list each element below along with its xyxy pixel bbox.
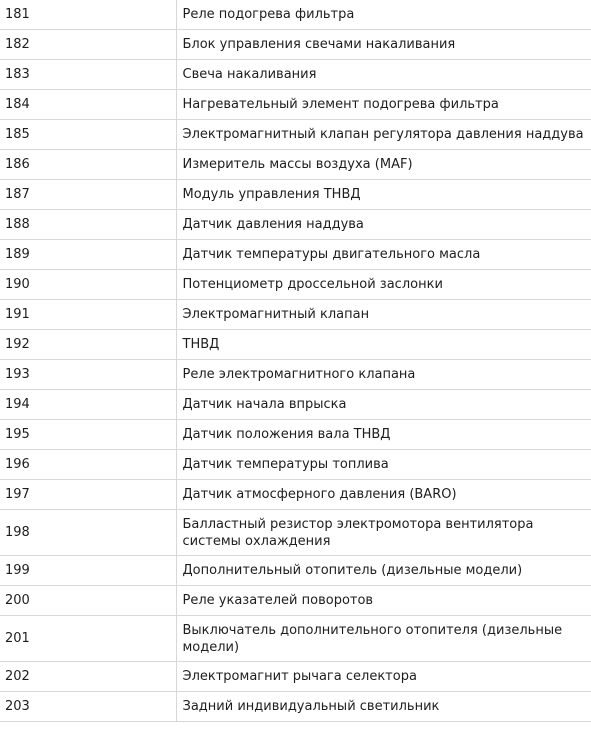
item-description: ТНВД: [176, 330, 591, 360]
item-number: 200: [0, 586, 176, 616]
item-description: Электромагнит рычага селектора: [176, 662, 591, 692]
item-description: Свеча накаливания: [176, 60, 591, 90]
table-row: [0, 556, 591, 586]
item-description: Реле электромагнитного клапана: [176, 360, 591, 390]
table-row: [0, 510, 591, 556]
item-description: Датчик температуры топлива: [176, 450, 591, 480]
item-number: 201: [0, 616, 176, 662]
item-description: Измеритель массы воздуха (MAF): [176, 150, 591, 180]
table-row: [0, 270, 591, 300]
table-row: [0, 692, 591, 722]
table-row: [0, 240, 591, 270]
item-number: 199: [0, 556, 176, 586]
table-row: [0, 390, 591, 420]
item-number: 196: [0, 450, 176, 480]
table-row: [0, 0, 591, 30]
item-description: Модуль управления ТНВД: [176, 180, 591, 210]
item-description: Балластный резистор электромотора вентилятора системы охлаждения: [176, 510, 591, 556]
item-description: Выключатель дополнительного отопителя (дизельные модели): [176, 616, 591, 662]
item-number: 198: [0, 510, 176, 556]
item-number: 186: [0, 150, 176, 180]
item-description: Нагревательный элемент подогрева фильтра: [176, 90, 591, 120]
item-description: Блок управления свечами накаливания: [176, 30, 591, 60]
table-row: [0, 60, 591, 90]
item-description: Реле указателей поворотов: [176, 586, 591, 616]
item-number: 185: [0, 120, 176, 150]
table-row: [0, 300, 591, 330]
table-row: [0, 90, 591, 120]
table-row: [0, 360, 591, 390]
item-number: 197: [0, 480, 176, 510]
item-number: 191: [0, 300, 176, 330]
item-description: Реле подогрева фильтра: [176, 0, 591, 30]
table-row: [0, 150, 591, 180]
table-row: [0, 662, 591, 692]
table-row: [0, 450, 591, 480]
item-number: 190: [0, 270, 176, 300]
table-row: [0, 330, 591, 360]
item-number: 195: [0, 420, 176, 450]
table-row: [0, 480, 591, 510]
item-number: 183: [0, 60, 176, 90]
item-description: Потенциометр дроссельной заслонки: [176, 270, 591, 300]
item-description: Датчик положения вала ТНВД: [176, 420, 591, 450]
item-number: 192: [0, 330, 176, 360]
item-number: 203: [0, 692, 176, 722]
item-description: Электромагнитный клапан регулятора давления наддува: [176, 120, 591, 150]
item-description: Дополнительный отопитель (дизельные модели): [176, 556, 591, 586]
item-description: Датчик температуры двигательного масла: [176, 240, 591, 270]
item-number: 189: [0, 240, 176, 270]
table-row: [0, 420, 591, 450]
item-number: 194: [0, 390, 176, 420]
item-description: Датчик атмосферного давления (BARO): [176, 480, 591, 510]
item-number: 182: [0, 30, 176, 60]
item-number: 193: [0, 360, 176, 390]
table-row: [0, 616, 591, 662]
item-number: 184: [0, 90, 176, 120]
table-row: [0, 210, 591, 240]
item-number: 188: [0, 210, 176, 240]
item-number: 187: [0, 180, 176, 210]
table-row: [0, 30, 591, 60]
table-row: [0, 120, 591, 150]
item-number: 181: [0, 0, 176, 30]
item-description: Электромагнитный клапан: [176, 300, 591, 330]
table-row: [0, 180, 591, 210]
item-description: Датчик давления наддува: [176, 210, 591, 240]
item-description: Датчик начала впрыска: [176, 390, 591, 420]
table-row: [0, 586, 591, 616]
item-number: 202: [0, 662, 176, 692]
item-description: Задний индивидуальный светильник: [176, 692, 591, 722]
